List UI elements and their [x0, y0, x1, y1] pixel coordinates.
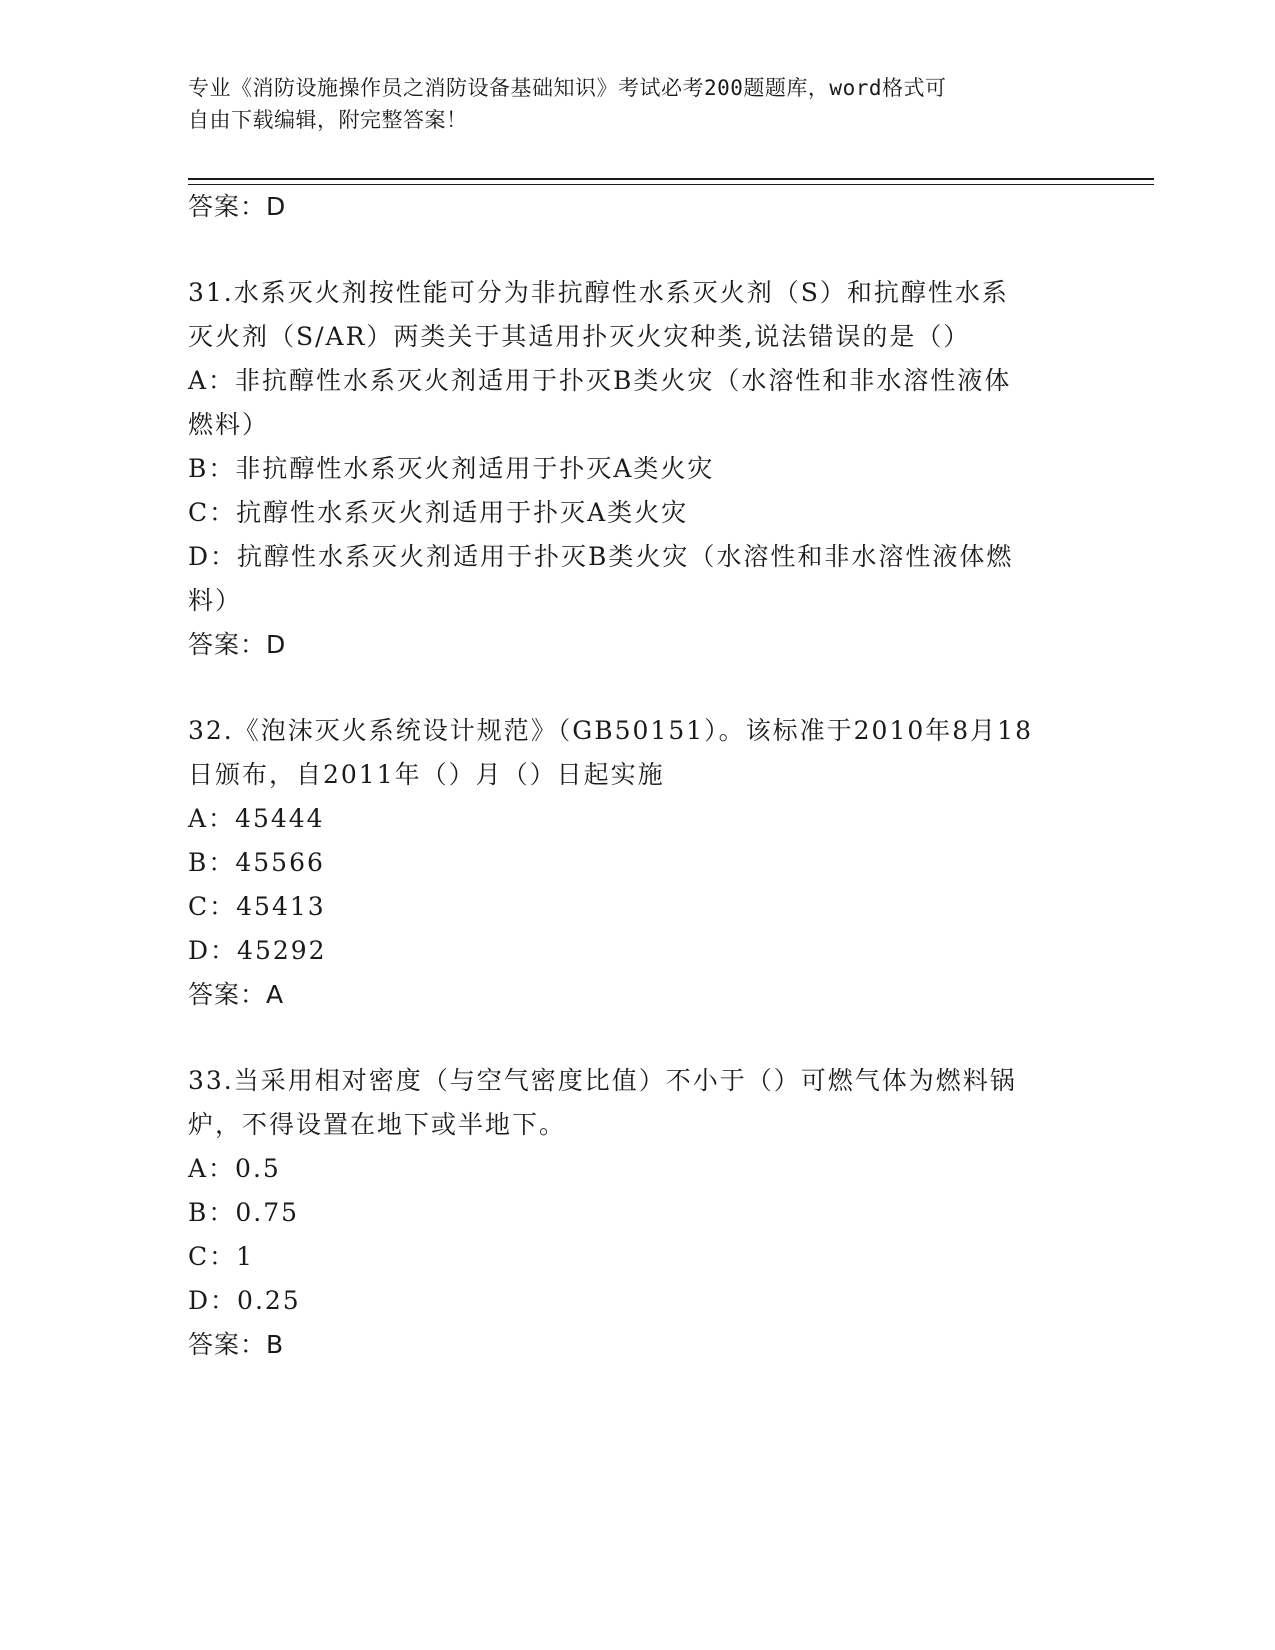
question-33-option-c: C：1 — [188, 1242, 255, 1271]
question-32-answer: 答案：A — [188, 980, 285, 1009]
question-31-answer: 答案：D — [188, 630, 287, 659]
question-31-option-d-line-2: 料） — [188, 586, 243, 615]
question-33-stem-line-2: 炉，不得设置在地下或半地下。 — [188, 1110, 567, 1139]
question-33-option-a: A：0.5 — [188, 1154, 281, 1183]
question-32-option-b: B：45566 — [188, 848, 325, 877]
question-31-option-a-line-2: 燃料） — [188, 410, 270, 439]
question-33-answer: 答案：B — [188, 1330, 285, 1359]
header-line-1: 专业《消防设施操作员之消防设备基础知识》考试必考200题题库，word格式可 — [188, 76, 947, 100]
document-header — [188, 72, 1088, 136]
question-33-stem-line-1: 33.当采用相对密度（与空气密度比值）不小于（）可燃气体为燃料锅 — [188, 1066, 1017, 1095]
question-31-option-c: C：抗醇性水系灭火剂适用于扑灭A类火灾 — [188, 498, 689, 527]
question-32-stem-line-1: 32.《泡沫灭火系统设计规范》（GB50151）。该标准于2010年8月18 — [188, 716, 1033, 745]
header-divider-thin — [188, 184, 1154, 185]
question-31-option-b: B：非抗醇性水系灭火剂适用于扑灭A类火灾 — [188, 454, 715, 483]
question-32-option-c: C：45413 — [188, 892, 326, 921]
previous-question-answer: 答案：D — [188, 192, 287, 221]
question-31-stem-line-1: 31.水系灭火剂按性能可分为非抗醇性水系灭火剂（S）和抗醇性水系 — [188, 278, 1009, 307]
question-31-option-d-line-1: D：抗醇性水系灭火剂适用于扑灭B类火灾（水溶性和非水溶性液体燃 — [188, 542, 1014, 571]
question-31-option-a-line-1: A：非抗醇性水系灭火剂适用于扑灭B类火灾（水溶性和非水溶性液体 — [188, 366, 1012, 395]
question-33-option-b: B：0.75 — [188, 1198, 300, 1227]
question-31-stem-line-2: 灭火剂（S/AR）两类关于其适用扑灭火灾种类,说法错误的是（） — [188, 322, 971, 351]
question-32-stem-line-2: 日颁布，自2011年（）月（）日起实施 — [188, 760, 665, 789]
question-32-option-a: A：45444 — [188, 804, 325, 833]
question-32-option-d: D：45292 — [188, 936, 327, 965]
header-divider-thick — [188, 178, 1154, 180]
question-33-option-d: D：0.25 — [188, 1286, 301, 1315]
header-line-2: 自由下载编辑，附完整答案！ — [188, 108, 468, 132]
